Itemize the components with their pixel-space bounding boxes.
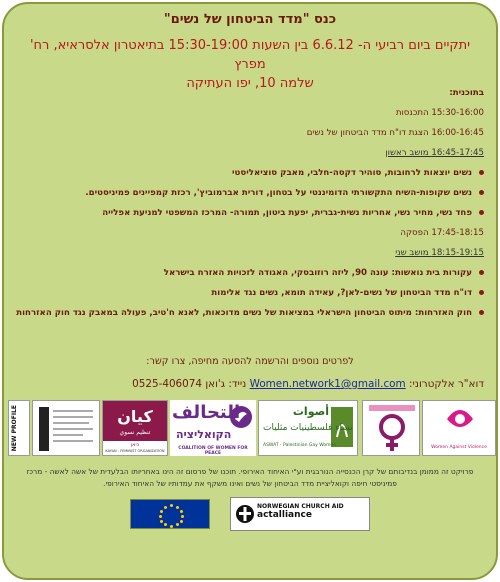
kayan-logo <box>102 400 168 456</box>
wav-emblem-icon <box>441 405 479 435</box>
phone-number: 0525-406074 <box>132 378 202 390</box>
program-item: 16:00-16:45 הצגת דו"ח מדד הביטחון של נשים <box>306 128 484 138</box>
program <box>14 88 484 326</box>
aswat-english: ASWAT - Palestinian Gay Women <box>263 443 337 448</box>
program-talk: חוק האזרחות: מיתוס הביטחון הישראלי במציאות של נשים מדוכאות, לאנא ח'טיב, פעולה במאבק נגד חוק האזרחות <box>14 306 484 326</box>
event-date-line: יתקיים ביום רביעי ה- 6.6.12 בין השעות 15:30-19:00 בתיאטרון אלסראיא, רח' מפרץ <box>29 38 471 72</box>
new-profile-logo <box>8 400 30 456</box>
women-to-women-logo <box>362 400 420 456</box>
footer-line: פמיניסטי חיפה וקואליציית מדד הביטחון של נשים ואינו משקף את עמדותיו של האיחוד האירופי. <box>103 479 397 488</box>
venus-symbol-icon <box>363 401 420 456</box>
eu-flag-logo <box>130 499 210 529</box>
coalition-english: COALITION OF WOMEN FOR PEACE <box>178 446 248 456</box>
flyer-card <box>2 2 498 580</box>
nca-text <box>257 502 344 520</box>
email-label: דוא"ר אלקטרוני: <box>408 378 484 390</box>
program-heading: בתוכנית: <box>449 88 484 98</box>
nca-name: NORWEGIAN CHURCH AID <box>257 503 344 510</box>
kayan-sub: تنظيم نسوي <box>119 429 151 436</box>
aswat-arabic: نساء فلسطينيات مثليات <box>263 423 353 433</box>
program-session: 18:15-19:15 מושב שני <box>395 248 484 258</box>
coalition-hebrew: הקואליציה <box>176 428 232 441</box>
women-against-violence-logo <box>422 400 496 456</box>
association-logo <box>32 400 100 456</box>
event-details <box>24 36 476 93</box>
coalition-arabic: التحالف <box>172 402 241 423</box>
program-item: 17:45-18:15 הפסקה <box>400 228 484 238</box>
program-talk: נשים שקופות-השיח התקשורתי הדומיננטי על בטחון, דורית אברמוביץ', רכזת קמפיינים פמיניסטים. <box>14 186 484 206</box>
event-address-line: שלמה 10, יפו העתיקה <box>186 76 314 91</box>
aswat-logo <box>258 400 358 456</box>
actalliance-name: actalliance <box>257 510 312 520</box>
phone-label: נייד: ג'ואן <box>205 378 247 390</box>
wav-english: Women Against Violence <box>431 445 487 450</box>
program-item: 15:30-16:00 התכנסות <box>395 108 484 118</box>
email-link[interactable]: Women.network1@gmail.com <box>249 378 406 390</box>
kayan-arabic: كيان <box>117 407 153 426</box>
footer-line: פרויקט זה ממומן בנדיבותם של קרן הכנסייה הנורבגית וע"י האיחוד האירופי. תוכנו של פרסום זה הינו באחריותו הבלעדית של אשה לאשה - מרכז <box>26 467 474 476</box>
program-talk: פחד נשי, מחיר נשי, אחריות נשית-גברית, יפעת ביטון, תמורה- המרכז המשפטי למניעת אפלייה <box>14 206 484 226</box>
funding-footer <box>14 466 486 490</box>
association-emblem-icon <box>33 401 100 456</box>
aswat-mark: أصوات <box>292 405 329 418</box>
program-talk: נשים יוצאות לרחובות, סוהיר דקסה-חלבי, מאבק סוציאליסטי <box>14 166 484 186</box>
program-session: 16:45-17:45 מושב ראשון <box>385 148 484 158</box>
registration-note: לפרטים נוספים והרשמה להסעה מחיפה, צרו קשר: <box>146 356 354 367</box>
kayan-hebrew: כיאן <box>130 442 140 448</box>
cross-emblem-icon <box>235 504 255 524</box>
coalition-logo <box>170 400 256 456</box>
new-profile-text: NEW PROFILE <box>11 405 18 452</box>
contact-line <box>14 378 484 390</box>
program-talk: דו"ח מדד הביטחון של נשים-לאן?, עאידה תומא, נשים נגד אלימות <box>14 286 484 306</box>
program-talk: עקורות בית נואשות: עונה 90, ליזה רוזובסקי, האגודה לזכויות האזרח בישראל <box>14 266 484 286</box>
norwegian-church-aid-logo <box>230 497 370 531</box>
partner-logos <box>4 400 496 462</box>
kayan-english: KAYAN - FEMINIST ORGANIZATION <box>105 449 165 453</box>
conference-title: כנס "מדד הביטחון של נשים" <box>163 12 337 27</box>
